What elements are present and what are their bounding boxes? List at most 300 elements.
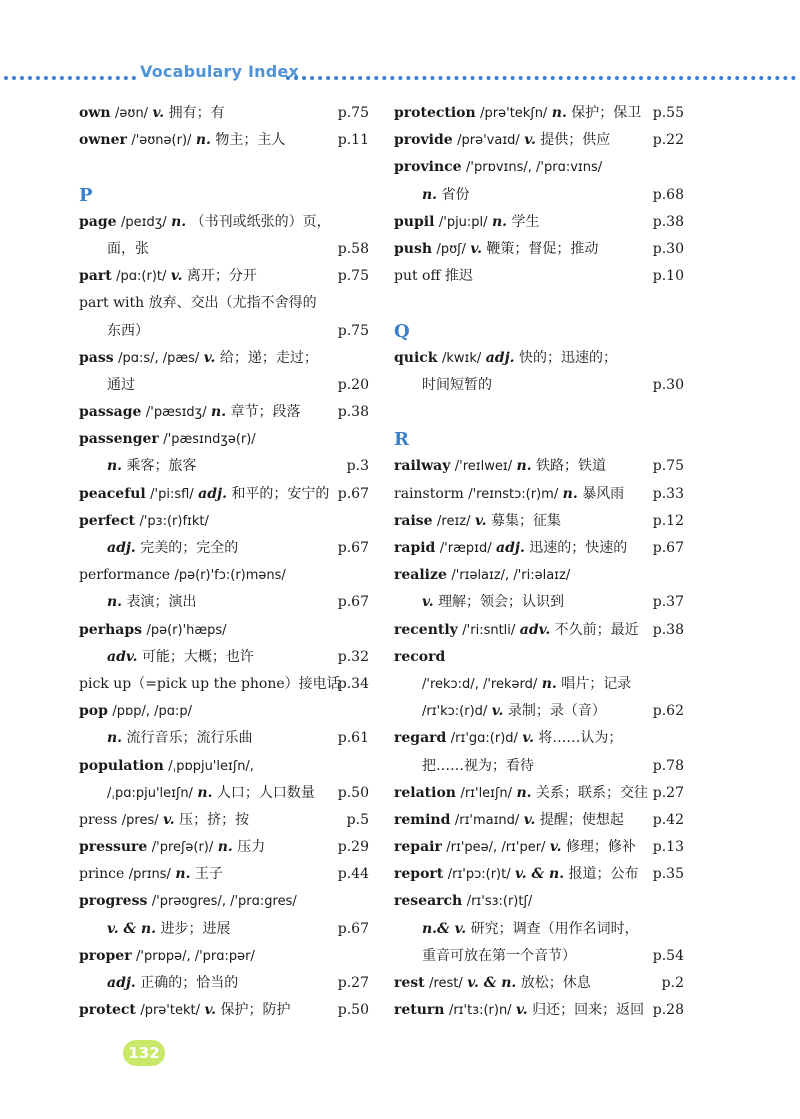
- phonetic: /reɪz/: [437, 513, 471, 529]
- part-of-speech: n.: [492, 213, 508, 230]
- entry-text: [107, 780, 315, 807]
- phonetic: /pə(r)'hæps/: [146, 622, 227, 638]
- page-reference: p.75: [337, 322, 369, 339]
- entry-text: [107, 644, 254, 671]
- entry-text: [394, 127, 610, 154]
- headword: repair: [394, 839, 442, 856]
- phonetic: /'əʊnə(r)/: [131, 133, 192, 149]
- entry-continuation: [79, 372, 369, 399]
- entry-continuation: [394, 943, 684, 970]
- part-of-speech: n.: [107, 458, 123, 475]
- phonetic: /prə'tekʃn/: [480, 106, 548, 121]
- entry-continuation: [79, 644, 369, 671]
- index-entry: [394, 997, 684, 1024]
- index-entry: [394, 453, 684, 480]
- index-entry: [79, 997, 369, 1024]
- phonetic: /ˌpɒpju'leɪʃn/,: [168, 758, 254, 774]
- phonetic: /'pɜ:(r)fɪkt/: [139, 513, 209, 529]
- page-reference: p.75: [337, 105, 369, 121]
- part-of-speech: n.: [551, 105, 567, 121]
- entry-text: [79, 345, 318, 372]
- phonetic: /pə(r)'fɔ:(r)məns/: [174, 568, 286, 584]
- index-entry: [394, 644, 684, 671]
- phonetic: /'pæsɪndʒə(r)/: [163, 432, 256, 448]
- page-reference: p.12: [652, 512, 684, 529]
- headword: pupil: [394, 213, 435, 230]
- headword: protect: [79, 1002, 136, 1019]
- headword: own: [79, 105, 111, 121]
- phonetic: /'prəʊgres/, /'prɑ:gres/: [151, 894, 297, 910]
- index-entry: [79, 426, 369, 453]
- part-of-speech: adv.: [107, 648, 138, 665]
- page-reference: p.34: [337, 675, 369, 692]
- headword: perhaps: [79, 621, 142, 638]
- index-entry: [79, 861, 369, 888]
- entry-text: [79, 943, 255, 970]
- headword: pressure: [79, 839, 148, 856]
- definition: 放松；休息: [520, 975, 591, 991]
- page-reference: p.42: [652, 811, 684, 828]
- header-title: Vocabulary Index: [140, 62, 299, 81]
- entry-text: [422, 943, 576, 970]
- entry-text: [422, 698, 606, 725]
- spacer: [394, 399, 684, 426]
- page-reference: p.28: [652, 1002, 684, 1019]
- definition: 拥有；有: [168, 105, 225, 121]
- entry-text: [394, 725, 622, 752]
- headword: progress: [79, 893, 148, 910]
- definition: 乘客；旅客: [126, 458, 197, 475]
- entry-text: [394, 861, 639, 888]
- page-reference: p.67: [652, 540, 684, 556]
- definition: 通过: [107, 376, 135, 393]
- index-entry: [79, 508, 369, 535]
- headword: pop: [79, 703, 108, 720]
- headword-plain: performance: [79, 567, 171, 584]
- entry-continuation: [79, 318, 369, 345]
- index-entry: [394, 834, 684, 861]
- part-of-speech: v.: [474, 512, 487, 529]
- headword: province: [394, 159, 462, 176]
- index-entry: [394, 154, 684, 181]
- page-reference: p.30: [652, 376, 684, 393]
- phonetic: /pʊʃ/: [436, 241, 466, 257]
- header-dotted-rule-right: [286, 76, 796, 80]
- part-of-speech: n.: [422, 186, 438, 203]
- index-entry: [79, 100, 369, 127]
- index-entry: [79, 263, 369, 290]
- entry-text: [394, 644, 445, 671]
- headword: provide: [394, 132, 453, 149]
- definition: 人口；人口数量: [216, 784, 315, 801]
- entry-text: [79, 834, 265, 861]
- page-reference: p.58: [337, 240, 369, 257]
- page-reference: p.11: [337, 132, 369, 149]
- phonetic: /'preʃə(r)/: [151, 840, 214, 856]
- entry-text: [422, 372, 492, 399]
- part-of-speech: v.: [152, 105, 165, 121]
- part-of-speech: v.: [170, 268, 183, 285]
- page-reference: p.67: [337, 594, 369, 611]
- phrase: pick up（=pick up the phone）接电话: [79, 675, 341, 692]
- phonetic: /rɪ'maɪnd/: [454, 812, 520, 828]
- index-entry: [79, 209, 369, 236]
- phonetic: /kwɪk/: [441, 350, 482, 366]
- part-of-speech: v.: [203, 349, 216, 366]
- phonetic: /rɪ'gɑ:(r)d/: [450, 731, 518, 747]
- part-of-speech: n.: [107, 594, 123, 611]
- entry-text: [394, 481, 624, 508]
- index-entry: [394, 617, 684, 644]
- headword: record: [394, 648, 446, 665]
- page-reference: p.5: [346, 811, 369, 828]
- page-reference: p.78: [652, 757, 684, 774]
- definition: 唱片；记录: [561, 675, 632, 692]
- phonetic: /'prɒpə/, /'prɑ:pər/: [136, 948, 255, 964]
- headword: protection: [394, 105, 476, 121]
- entry-text: [394, 617, 639, 644]
- phonetic: /prɪns/: [128, 867, 171, 883]
- entry-continuation: [79, 535, 369, 562]
- definition: 鞭策；督促；推动: [486, 240, 599, 257]
- phonetic: /ˌpɑ:pju'leɪʃn/: [107, 785, 193, 801]
- definition: 录制；录（音）: [507, 703, 606, 720]
- entry-continuation: [394, 182, 684, 209]
- definition: 表演；演出: [126, 594, 197, 611]
- index-entry: [394, 100, 684, 127]
- entry-text: [394, 780, 648, 807]
- index-phrase: [394, 263, 684, 290]
- entry-text: [394, 345, 617, 372]
- definition: 和平的；安宁的: [231, 485, 330, 502]
- page-reference: p.38: [652, 213, 684, 230]
- entry-text: [107, 535, 238, 562]
- headword: report: [394, 866, 444, 883]
- definition: 重音可放在第一个音节）: [422, 947, 576, 964]
- part-of-speech: v. & n.: [107, 920, 157, 937]
- headword-plain: rainstorm: [394, 485, 464, 502]
- entry-continuation: [79, 453, 369, 480]
- entry-text: [422, 671, 631, 698]
- entry-text: [107, 318, 149, 345]
- entry-text: [79, 209, 331, 236]
- page-reference: p.50: [337, 784, 369, 801]
- definition: 王子: [194, 866, 223, 883]
- part-of-speech: v.: [524, 132, 536, 149]
- definition: （书刊或纸张的）页，: [190, 213, 331, 230]
- letter-heading: [394, 426, 684, 453]
- definition: 离开；分开: [186, 268, 257, 285]
- headword: raise: [394, 512, 433, 529]
- entry-text: [79, 127, 285, 154]
- entry-text: [394, 888, 532, 915]
- phonetic: /pɒp/, /pɑ:p/: [112, 704, 193, 720]
- entry-text: [394, 426, 409, 455]
- phonetic: /'prɒvɪns/, /'prɑ:vɪns/: [466, 160, 603, 176]
- phonetic: /pɑ:s/, /pæs/: [118, 350, 200, 366]
- definition: 保护；防护: [220, 1002, 291, 1019]
- page-reference: p.3: [346, 458, 369, 475]
- index-entry: [394, 345, 684, 372]
- index-entry: [394, 807, 684, 834]
- index-entry: [79, 753, 369, 780]
- definition: 募集；征集: [491, 512, 562, 529]
- phonetic: /'rekɔ:d/, /'rekərd/: [422, 676, 538, 692]
- phonetic: /pɑ:(r)t/: [116, 269, 167, 285]
- entry-continuation: [79, 725, 369, 752]
- header-dotted-rule-left: [4, 76, 136, 80]
- part-of-speech: v.: [549, 839, 562, 856]
- definition: 东西）: [107, 322, 149, 339]
- part-of-speech: n.: [562, 485, 578, 502]
- phonetic: /rest/: [429, 976, 463, 991]
- part-of-speech: v.: [491, 703, 504, 720]
- part-of-speech: n.: [175, 866, 191, 883]
- index-entry: [79, 834, 369, 861]
- headword: research: [394, 893, 463, 910]
- index-entry: [394, 562, 684, 589]
- entry-text: [394, 807, 624, 834]
- definition: 快的；迅速的；: [518, 349, 617, 366]
- definition: 保护；保卫: [571, 105, 642, 121]
- page-reference: p.35: [652, 866, 684, 883]
- entry-text: [394, 318, 410, 347]
- entry-text: [422, 589, 564, 616]
- headword: part: [79, 268, 112, 285]
- headword: rest: [394, 975, 425, 991]
- part-of-speech: v. & n.: [515, 866, 565, 883]
- page-reference: p.67: [337, 920, 369, 937]
- entry-text: [422, 182, 470, 209]
- phonetic: /rɪ'leɪʃn/: [460, 785, 512, 801]
- entry-text: [107, 453, 197, 480]
- entry-text: [394, 100, 641, 127]
- spacer: [394, 290, 684, 317]
- definition: 理解；领会；认识到: [438, 594, 565, 611]
- page-reference: p.29: [337, 839, 369, 856]
- part-of-speech: adj.: [107, 975, 136, 991]
- entry-text: [79, 100, 225, 127]
- entry-text: [107, 372, 135, 399]
- part-of-speech: adj.: [485, 349, 515, 366]
- page-reference: p.61: [337, 730, 369, 747]
- entry-continuation: [394, 372, 684, 399]
- entry-text: [79, 182, 93, 211]
- part-of-speech: n.: [195, 132, 211, 149]
- page-reference: p.10: [652, 268, 684, 285]
- entry-text: [79, 861, 223, 888]
- index-phrase: [79, 671, 369, 698]
- spacer: [79, 154, 369, 181]
- entry-text: [79, 399, 301, 426]
- index-column-right: [394, 100, 684, 1024]
- entry-text: [107, 970, 238, 997]
- page-reference: p.67: [337, 540, 369, 556]
- headword: rapid: [394, 540, 436, 556]
- index-phrase: [79, 290, 369, 317]
- headword: perfect: [79, 512, 135, 529]
- page-reference: p.44: [337, 866, 369, 883]
- phonetic: /'pi:sfl/: [150, 486, 194, 502]
- index-entry: [79, 943, 369, 970]
- entry-continuation: [394, 671, 684, 698]
- entry-text: [394, 263, 473, 290]
- headword: owner: [79, 132, 127, 149]
- phonetic: /'rɪəlaɪz/, /'ri:əlaɪz/: [451, 568, 571, 584]
- entry-continuation: [79, 236, 369, 263]
- phonetic: /rɪ'sɜ:(r)tʃ/: [466, 894, 533, 910]
- index-entry: [394, 127, 684, 154]
- headword: page: [79, 213, 117, 230]
- phonetic: /'ri:sntli/: [462, 622, 516, 638]
- index-entry: [394, 535, 684, 562]
- phonetic: /əʊn/: [115, 106, 149, 121]
- phonetic: /'pju:pl/: [438, 214, 488, 230]
- entry-text: [79, 617, 227, 644]
- index-entry: [79, 562, 369, 589]
- definition: 提供；供应: [540, 132, 611, 149]
- page-reference: p.75: [652, 458, 684, 475]
- entry-text: [79, 481, 329, 508]
- headword: proper: [79, 947, 132, 964]
- entry-text: [107, 589, 197, 616]
- definition: 章节；段落: [230, 404, 301, 421]
- phonetic: /'pæsɪdʒ/: [145, 405, 207, 421]
- phonetic: /rɪ'peə/, /rɪ'per/: [446, 840, 546, 856]
- definition: 归还；回来；返回: [532, 1002, 645, 1019]
- entry-text: [394, 453, 606, 480]
- part-of-speech: n.: [217, 839, 233, 856]
- part-of-speech: n.: [541, 675, 557, 692]
- letter-heading: [79, 182, 369, 209]
- index-entry: [79, 888, 369, 915]
- entry-text: [394, 562, 570, 589]
- section-header: [0, 60, 800, 90]
- entry-continuation: [79, 589, 369, 616]
- definition: 流行音乐；流行乐曲: [126, 730, 253, 747]
- phonetic: /peɪdʒ/: [121, 214, 167, 230]
- page-reference: p.27: [652, 784, 684, 801]
- index-entry: [394, 861, 684, 888]
- part-of-speech: v.: [522, 730, 534, 747]
- entry-continuation: [394, 916, 684, 943]
- entry-continuation: [394, 753, 684, 780]
- headword-plain: press: [79, 811, 118, 828]
- index-entry: [79, 698, 369, 725]
- phonetic: /rɪ'tɜ:(r)n/: [448, 1003, 512, 1019]
- part-of-speech: v.: [422, 594, 434, 611]
- definition: 压力: [237, 839, 266, 856]
- headword: railway: [394, 458, 451, 475]
- index-entry: [394, 780, 684, 807]
- page-reference: p.30: [652, 240, 684, 257]
- entry-text: [107, 725, 253, 752]
- definition: 时间短暂的: [422, 376, 492, 393]
- phonetic: /prə'tekt/: [140, 1003, 200, 1019]
- page-reference: p.38: [652, 621, 684, 638]
- index-entry: [394, 725, 684, 752]
- page-reference: p.2: [661, 975, 684, 991]
- definition: 学生: [511, 213, 540, 230]
- headword: population: [79, 757, 164, 774]
- entry-text: [79, 888, 297, 915]
- entry-text: [79, 562, 286, 589]
- part-of-speech: n.: [516, 784, 532, 801]
- part-of-speech: n.: [197, 784, 213, 801]
- part-of-speech: v.: [470, 240, 482, 257]
- phonetic: /'reɪlweɪ/: [454, 459, 513, 475]
- entry-text: [394, 997, 644, 1024]
- phonetic: /prə'vaɪd/: [457, 133, 520, 149]
- page-reference: p.37: [652, 594, 684, 611]
- part-of-speech: adv.: [519, 621, 551, 638]
- part-of-speech: n.: [107, 730, 123, 747]
- entry-text: [394, 154, 602, 181]
- page-reference: p.62: [652, 703, 684, 720]
- page-reference: p.67: [337, 485, 369, 502]
- part-of-speech: v.: [163, 811, 175, 828]
- definition: 提醒；使想起: [539, 811, 624, 828]
- phrase: put off 推迟: [394, 268, 473, 285]
- phonetic: /'reɪnstɔ:(r)m/: [468, 486, 559, 502]
- entry-text: [79, 290, 317, 317]
- index-entry: [394, 970, 684, 997]
- definition: 完美的；完全的: [140, 540, 239, 556]
- page-number-badge: 132: [123, 1040, 165, 1066]
- part-of-speech: n.: [211, 404, 227, 421]
- index-column-left: [79, 100, 369, 1024]
- headword: realize: [394, 567, 447, 584]
- page-reference: p.20: [337, 376, 369, 393]
- definition: 可能；大概；也许: [141, 648, 254, 665]
- headword: quick: [394, 349, 438, 366]
- index-entry: [79, 617, 369, 644]
- entry-text: [394, 535, 627, 562]
- entry-text: [422, 916, 639, 943]
- index-entry: [394, 888, 684, 915]
- entry-text: [79, 997, 291, 1024]
- page-reference: p.68: [652, 186, 684, 203]
- page-reference: p.33: [652, 485, 684, 502]
- definition: 迅速的；快速的: [529, 540, 628, 556]
- headword: push: [394, 240, 433, 257]
- definition: 进步；进展: [160, 920, 231, 937]
- headword: remind: [394, 811, 451, 828]
- part-of-speech: adj.: [496, 540, 525, 556]
- letter-heading: [394, 318, 684, 345]
- headword: passenger: [79, 431, 159, 448]
- index-entry: [79, 127, 369, 154]
- entry-text: [79, 698, 192, 725]
- part-of-speech: adj.: [107, 540, 136, 556]
- entry-continuation: [394, 698, 684, 725]
- index-entry: [394, 508, 684, 535]
- entry-continuation: [394, 589, 684, 616]
- section-letter: P: [79, 184, 93, 206]
- phonetic: /rɪ'pɔ:(r)t/: [447, 867, 511, 883]
- entry-text: [79, 807, 249, 834]
- entry-continuation: [79, 916, 369, 943]
- index-entry: [394, 481, 684, 508]
- phonetic: /pres/: [121, 812, 159, 828]
- headword: return: [394, 1002, 445, 1019]
- entry-text: [394, 834, 636, 861]
- definition: 研究；调查（用作名词时，: [470, 920, 639, 937]
- entry-continuation: [79, 780, 369, 807]
- definition: 不久前；最近: [554, 621, 639, 638]
- page-reference: p.55: [652, 105, 684, 121]
- page-reference: p.50: [337, 1002, 369, 1019]
